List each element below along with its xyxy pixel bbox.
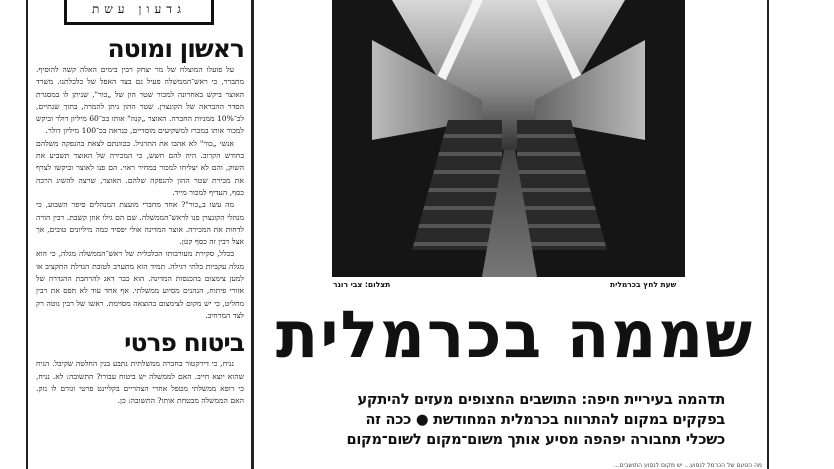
byline: גדעון עשת (91, 1, 187, 16)
article-title: ראשון ומוטה (107, 34, 244, 63)
article-bituach-prati (36, 328, 244, 407)
column-rule-left (26, 0, 28, 469)
paragraph: נניח, כי דירקטור בחברה ממשלתית נתבע בגין החלטה שקיבל. הניח שהוא יוצא חייב. האם לממשלה יש ביטוח עבורו? התשובה: לא. נניח, כי רופא ממשלתי מטפל אחרי הצהריים בקליינט פרטי וגורם לו נזק. האם הממשלה מבטחת אותו? התשובה: כן. (36, 359, 244, 406)
paragraph: על פועלו המוצלח של מר יצחק רבין בימים האלה קשה להוסיף. מתברר, כי ראש־הממשלה פעיל גם בצד האפל של כלכלתנו. משרד האוצר ביקש באחרונה למכור שטר הון של „כור", שניתן לו במסגרת הסדר ההבראה של הקונצרן. שטר ההון ניתן להמרה, בתוך שנתיים, לכ־10% ממניות החברה. האוצר „קנה" אותו בכ־60 מיליון דולר וביקש למכור אותו במכרז למשקיעים מוסדיים, כנראה בכ־100 מיליון דולר. (36, 65, 244, 136)
article-rishon-umute (36, 34, 244, 322)
column-rule-right (767, 0, 769, 469)
article-title: ביטוח פרטי (124, 328, 244, 358)
subhead-line: בפקקים במקום להתרווח בכרמלית המחודשת ● ככה זה (365, 411, 725, 428)
paragraph: מה עשו ב„כור"? אחד מחברי מועצת המנהלים סיפר השבוע, כי מנהלי הקונצרן פנו לראש־הממשלה. שם הם גילו אוזן קשבת. רבין הורה לדחות את המכירה. אוצר המדינה אולי יפסיד כמה מיליונים טובים, אך אצל רבין זה כסף קטן. (36, 200, 244, 247)
paragraph: בכלל, סקירת מעורבותו הכלכלית של ראש־הממשלה מגלה, כי הוא מגלה עקביות בלתי רגילה. תמיד הוא מתערב לטובת הגדלת התקציב או למען צימצום בהכנסות המדינה. הוא כבר דאג להרחבת ההגדרה של אזורי פיתוח, הנהנים מסיוע ממשלתי. אף אחד עוד לא תפס את רבין מחליט, כי יש מקום לצימצום בהוצאה מסוימת. ראשו של רבין נוטה רק לצד המרחיב. (36, 249, 244, 320)
subheadline (300, 390, 725, 450)
photo-caption: שעת לחץ בכרמלית (610, 280, 677, 289)
carmelit-train-photo (332, 0, 685, 277)
column-rule-center (251, 0, 254, 469)
paragraph: אנשי „כור" לא אהבו את התרגיל. בכוונתם לצאת בהנפקה משלהם בחודש הקרוב. היה להם חשש, כי המכירה של האוצר תשביע את השוק, והם לא יצליחו למכור במחיר ראוי. הם פנו לאוצר וביקשו לצרף את מכירת שטר ההון להנפקה שלהם. האוצר, שרצה להשיג הרבה כסף, העדיף למכור מייד. (36, 138, 244, 197)
subhead-line: כשכלי תחבורה יפהפה מסיע אותך משום־מקום לשום־מקום (346, 431, 725, 448)
byline-box (64, 0, 214, 25)
subhead-line: תדהמה בעיריית חיפה: התושבים החצופים מעזים להיתקע (357, 391, 725, 408)
photo-credit: תצלום: צבי רונר (333, 280, 391, 289)
main-headline: שממה בכרמלית (275, 296, 755, 373)
left-column (36, 34, 244, 407)
article-body-start: מה הטעם של הכרמל לנסוע... יש מקום לנסוע התושבים... (613, 462, 762, 469)
